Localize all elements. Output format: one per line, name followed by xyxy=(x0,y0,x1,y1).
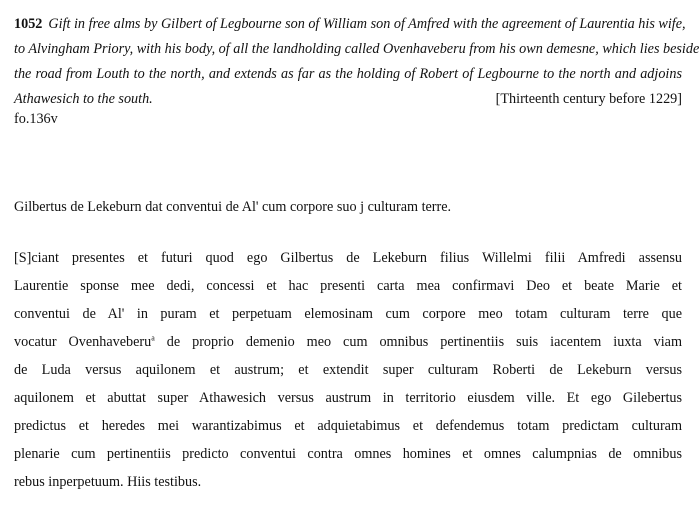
charter-line-1: [S]ciant presentes et futuri quod ego Gilbertus de Lekeburn filius Willelmi filii Amfredi assensu xyxy=(14,250,682,266)
charter-line-5: de Luda versus aquilonem et austrum; et extendit super culturam Roberti de Lekeburn versus xyxy=(14,362,682,378)
charter-line-9: rebus inperpetuum. Hiis testibus. xyxy=(14,474,202,490)
charter-line-8: plenarie cum pertinentiis predicto conventui contra omnes homines et omnes calumpnias de omnibus xyxy=(14,446,682,462)
entry-number: 1052 xyxy=(14,16,43,32)
date-bracket: [Thirteenth century before 1229] xyxy=(495,91,682,107)
charter-line-4-start: vocatur Ovenhaveberu xyxy=(14,334,152,350)
charter-line-6: aquilonem et abuttat super Athawesich versus austrum in territorio eiusdem ville. Et ego Gilebertus xyxy=(14,390,682,406)
rubric: Gilbertus de Lekeburn dat conventui de Al' cum corpore suo j culturam terre. xyxy=(14,199,452,215)
summary-line-3: the road from Louth to the north, and extends as far as the holding of Robert of Legbourne to the north and adjoins xyxy=(14,66,682,82)
summary-text-4: Athawesich to the south. xyxy=(14,91,153,107)
charter-line-4-rest: de proprio demenio meo cum omnibus pertinentiis suis iacentem iuxta viam xyxy=(154,334,682,350)
footnote-marker: a xyxy=(151,333,155,343)
charter-line-7: predictus et heredes mei warantizabimus et adquietabimus et defendemus totam predictam culturam xyxy=(14,418,682,434)
summary-text-1: Gift in free alms by Gilbert of Legbourne son of William son of Amfred with the agreement of Laurentia his wife, xyxy=(48,16,686,32)
charter-line-3: conventui de Al' in puram et perpetuam elemosinam cum corpore meo totam culturam terre que xyxy=(14,306,682,322)
charter-line-2: Laurentie sponse mee dedi, concessi et hac presenti carta mea confirmavi Deo et beate Marie et xyxy=(14,278,682,294)
summary-line-2: to Alvingham Priory, with his body, of all the landholding called Ovenhaveberu from his own demesne, which lies beside xyxy=(14,41,700,57)
summary-line-4 xyxy=(14,89,682,109)
folio-reference: fo.136v xyxy=(14,111,58,127)
charter-line-4 xyxy=(14,332,682,352)
summary-line-1 xyxy=(14,14,686,34)
